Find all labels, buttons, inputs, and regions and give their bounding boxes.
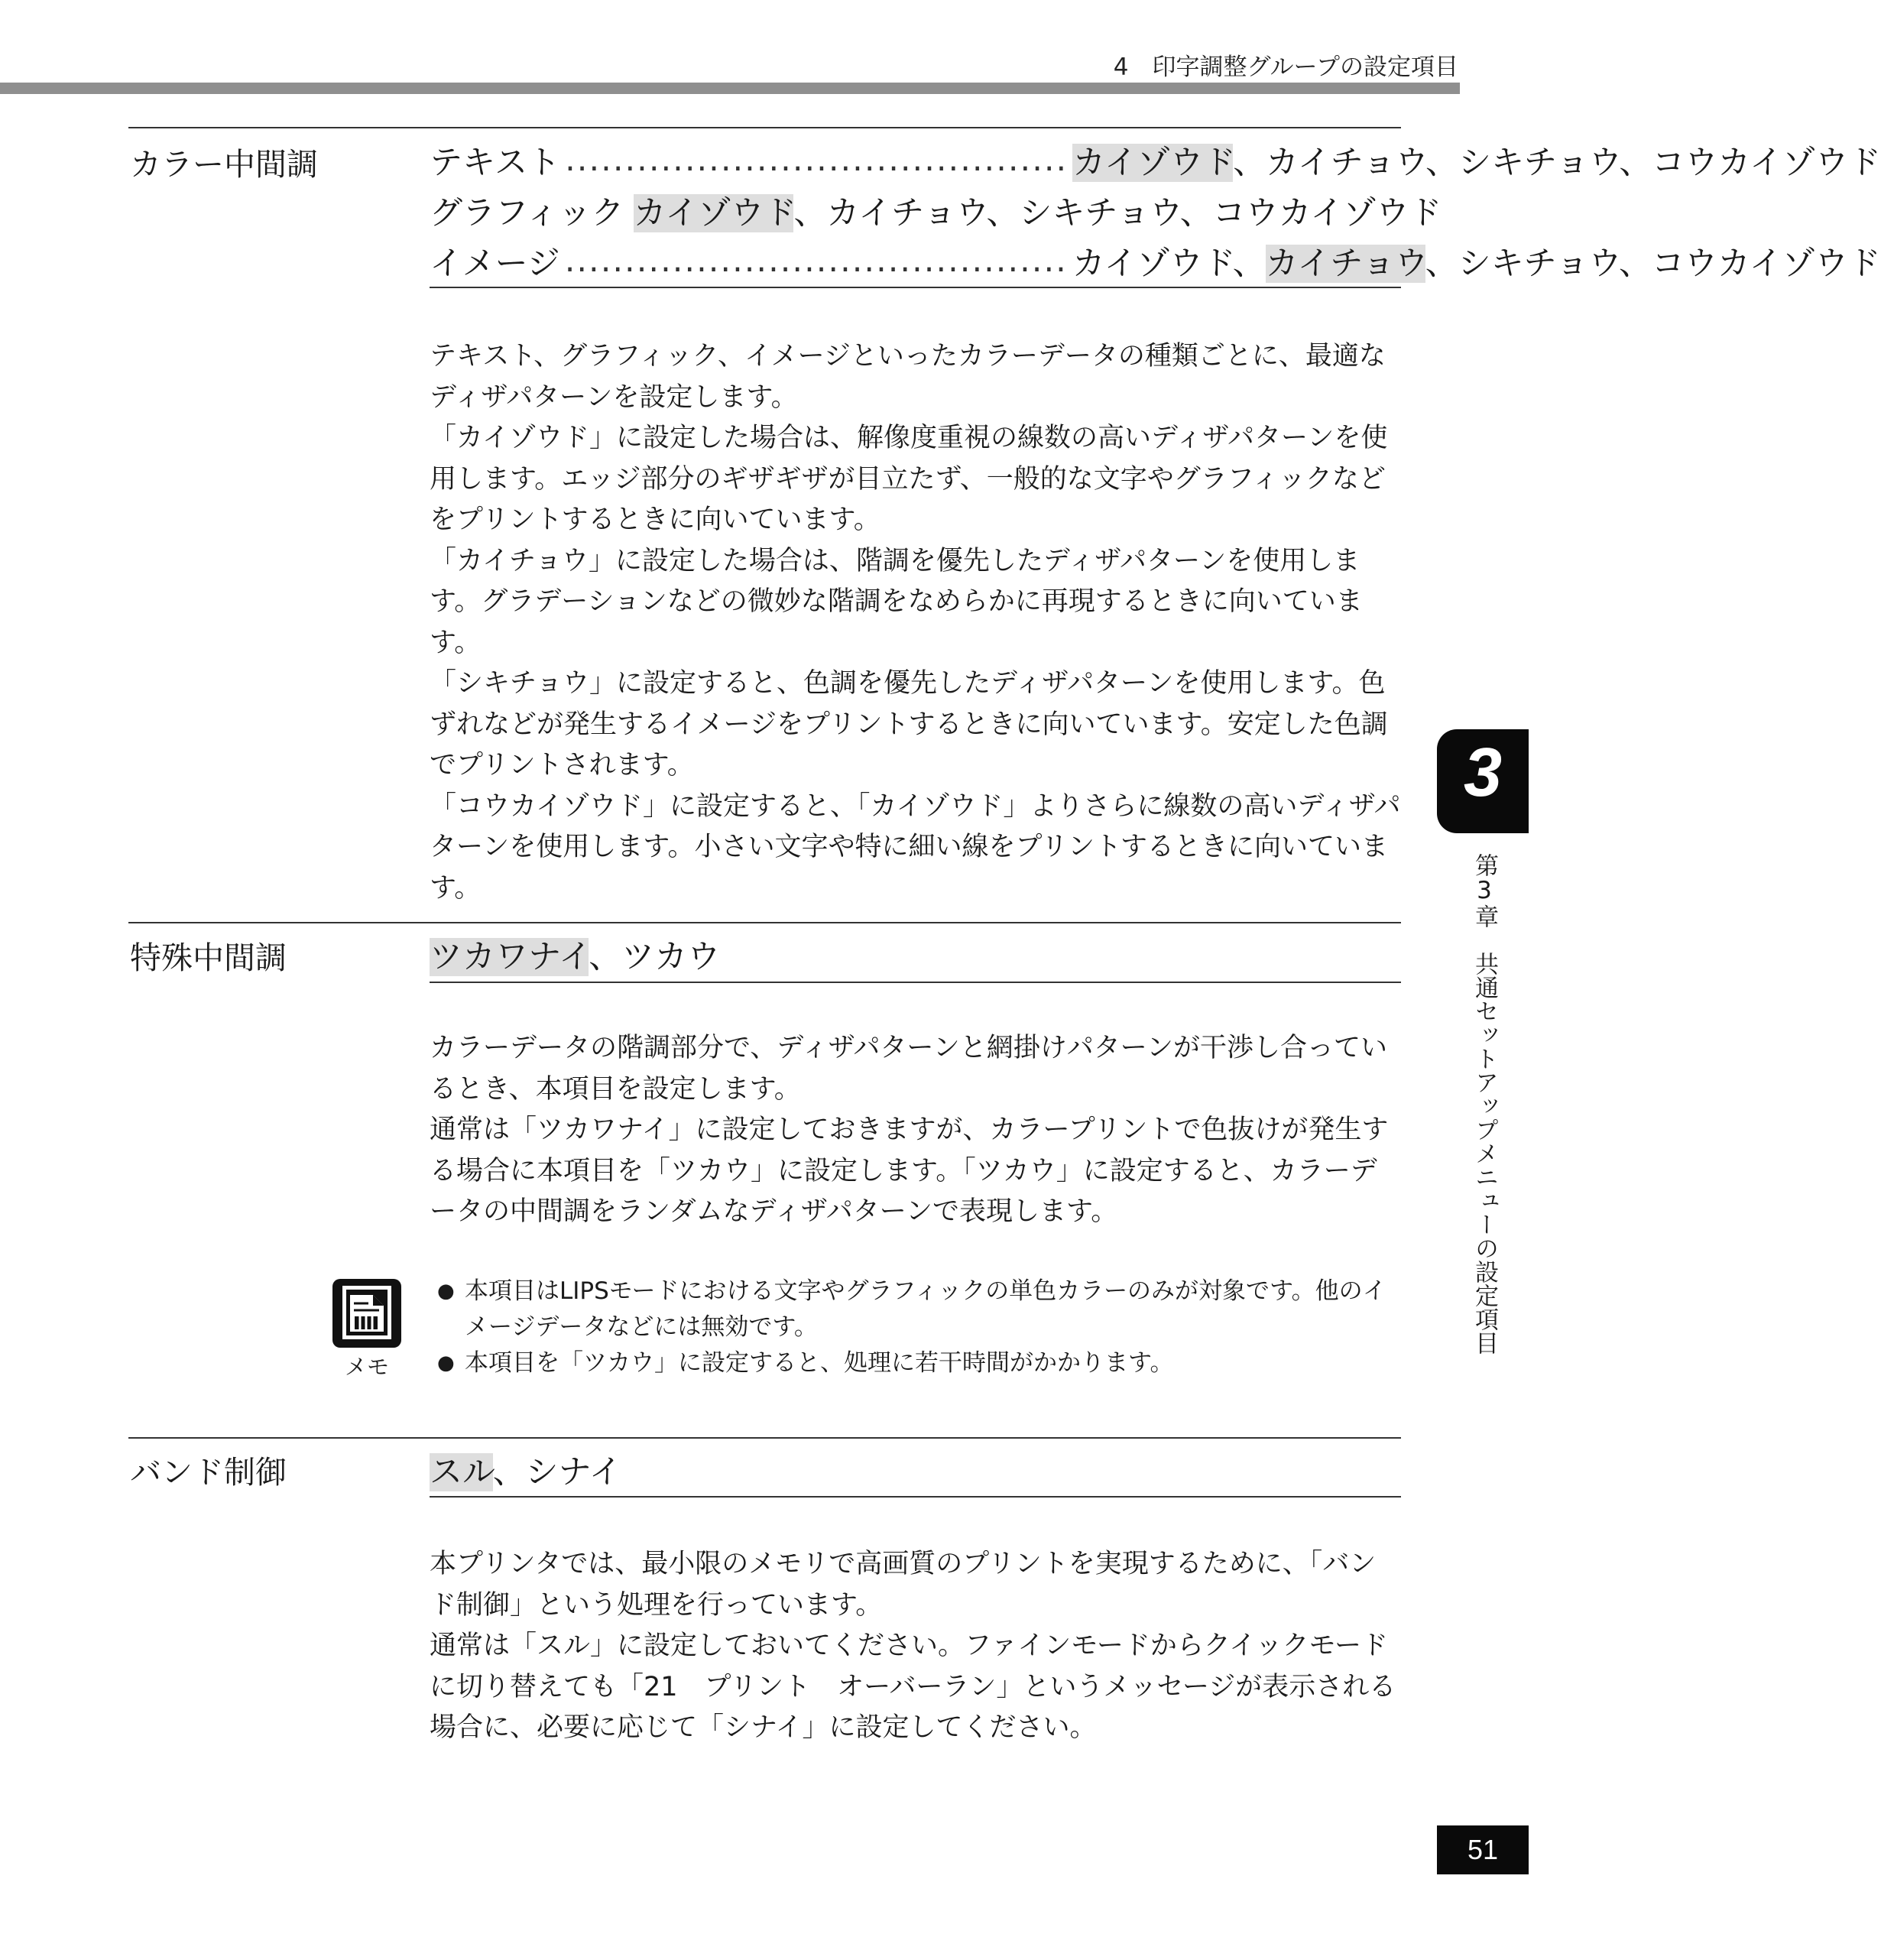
leading-values: カイゾウド、: [1072, 244, 1266, 283]
default-value: ツカワナイ: [430, 938, 589, 976]
leader-dots: ..........................................: [564, 242, 1068, 280]
memo-list: [430, 1274, 1402, 1381]
default-value: カイゾウド: [633, 193, 794, 232]
paragraph: カラーデータの階調部分で、ディザパターンと網掛けパターンが干渉し合っているとき、本項目を設定します。: [430, 1033, 1388, 1105]
option-rule-bottom: [430, 287, 1401, 288]
paragraph: テキスト、グラフィック、イメージといったカラーデータの種類ごとに、最適なディザパターンを設定します。: [430, 341, 1386, 413]
paragraph: 「コウカイゾウド」に設定すると、「カイゾウド」よりさらに線数の高いディザパターンを使用します。小さい文字や特に細い線をプリントするときに向いています。: [430, 790, 1401, 904]
paragraph: 本プリンタでは、最小限のメモリで高画質のプリントを実現するために、「バンド制御」という処理を行っています。: [430, 1549, 1377, 1621]
section-rule-top: [128, 922, 1401, 923]
option-values: [430, 1446, 622, 1493]
section-rule-top: [128, 127, 1401, 128]
memo-item: [430, 1345, 1402, 1381]
default-value: スル: [430, 1453, 493, 1491]
memo-label: メモ: [344, 1354, 389, 1380]
memo-item: [430, 1274, 1402, 1345]
other-values: 、シキチョウ、コウカイゾウド: [1425, 244, 1881, 283]
section-label-special-halftone: 特殊中間調: [130, 939, 287, 976]
option-row-graphic: [430, 185, 1442, 235]
page-number: 51: [1467, 1834, 1499, 1865]
option-values: [634, 187, 1442, 234]
running-header: 4 印字調整グループの設定項目: [1113, 54, 1458, 81]
option-rule-bottom: [430, 1496, 1401, 1498]
leader-dots: ..........................................: [565, 141, 1069, 179]
other-values: 、シナイ: [492, 1453, 622, 1491]
section-label-color-halftone: カラー中間調: [130, 146, 318, 183]
default-value: カイゾウド: [1072, 143, 1234, 182]
paragraph: 通常は「ツカワナイ」に設定しておきますが、カラープリントで色抜けが発生する場合に本項目を「ツカウ」に設定します。「ツカウ」に設定すると、カラーデータの中間調をランダムなディザパターンで表現します。: [430, 1115, 1389, 1227]
option-label: テキスト: [430, 143, 561, 182]
option-row-text: [430, 135, 1881, 185]
option-rule-bottom: [430, 982, 1401, 983]
paragraph: 「カイゾウド」に設定した場合は、解像度重視の線数の高いディザパターンを使用します。エッジ部分のギザギザが目立たず、一般的な文字やグラフィックなどをプリントするときに向いています。: [430, 423, 1388, 535]
other-values: 、カイチョウ、シキチョウ、コウカイゾウド: [793, 193, 1442, 232]
memo-item-text: 本項目を「ツカウ」に設定すると、処理に若干時間がかかります。: [465, 1349, 1174, 1377]
other-values: 、カイチョウ、シキチョウ、コウカイゾウド: [1233, 143, 1881, 182]
paragraph: 「カイチョウ」に設定した場合は、階調を優先したディザパターンを使用します。グラデーションなどの微妙な階調をなめらかに再現するときに向いています。: [430, 545, 1363, 658]
chapter-number: 3: [1463, 735, 1503, 811]
section-description: [430, 1544, 1402, 1749]
default-value: カイチョウ: [1265, 244, 1425, 283]
bullet-icon: ●: [437, 1280, 455, 1303]
bullet-icon: ●: [437, 1352, 455, 1374]
memo-icon: [332, 1278, 402, 1348]
section-description: [430, 336, 1402, 909]
option-row-image: [430, 235, 1881, 286]
paragraph: 「シキチョウ」に設定すると、色調を優先したディザパターンを使用します。色ずれなどが発生するイメージをプリントするときに向いています。安定した色調でプリントされます。: [430, 668, 1388, 780]
other-values: 、ツカウ: [589, 938, 721, 976]
option-values: [1072, 137, 1881, 183]
option-values: [430, 931, 720, 978]
paragraph: 通常は「スル」に設定しておいてください。ファインモードからクイックモードに切り替えても「21 プリント オーバーラン」というメッセージが表示される場合に、必要に応じて「シナイ」に設定してください。: [430, 1631, 1396, 1743]
header-bar: [0, 83, 1460, 94]
section-label-band-control: バンド制御: [130, 1454, 287, 1491]
option-label: イメージ: [430, 244, 560, 283]
option-values: [1072, 238, 1881, 284]
section-rule-top: [128, 1437, 1401, 1439]
memo-item-text: 本項目はLIPSモードにおける文字やグラフィックの単色カラーのみが対象です。他のイメージデータなどには無効です。: [465, 1277, 1386, 1341]
option-label: グラフィック: [430, 193, 624, 232]
section-description: [430, 1028, 1402, 1233]
chapter-side-title: 第3章 共通セットアップメニューの設定項目: [1471, 853, 1498, 1355]
